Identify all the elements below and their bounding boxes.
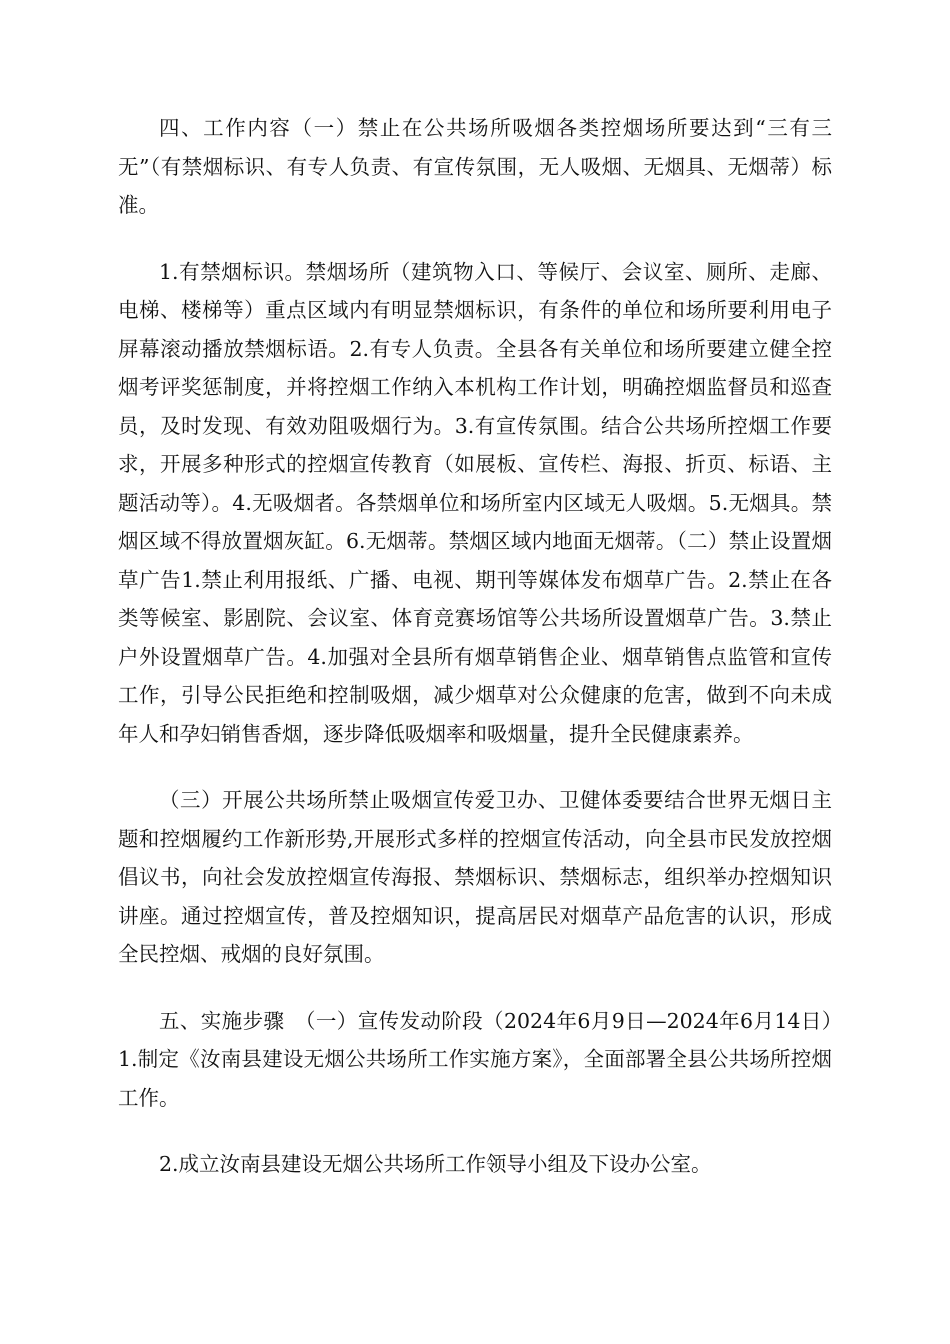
paragraph-implementation-steps: 五、实施步骤 （一）宣传发动阶段（2024年6月9日—2024年6月14日） 1.制定《汝南县建设无烟公共场所工作实施方案》，全面部署全县公共场所控烟工作。 (118, 1008, 873, 1110)
document-body (118, 109, 873, 1184)
paragraph-publicity-campaign: （三）开展公共场所禁止吸烟宣传爱卫办、卫健体委要结合世界无烟日主题和控烟履约工作新形势,开展形式多样的控烟宣传活动，向全县市民发放控烟倡议书，向社会发放控烟宣传海报、禁烟标识、禁烟标志，组织举办控烟知识讲座。通过控烟宣传，普及控烟知识，提高居民对烟草产品危害的认识，形成全民控烟、戒烟的良好氛围。 (118, 788, 832, 966)
paragraph-leading-group: 2.成立汝南县建设无烟公共场所工作领导小组及下设办公室。 (159, 1152, 712, 1176)
paragraph-no-smoking-requirements: 1.有禁烟标识。禁烟场所（建筑物入口、等候厅、会议室、厕所、走廊、电梯、楼梯等）重点区域内有明显禁烟标识，有条件的单位和场所要利用电子屏幕滚动播放禁烟标语。2.有专人负责。全县各有关单位和场所要建立健全控烟考评奖惩制度，并将控烟工作纳入本机构工作计划，明确控烟监督员和巡查员，及时发现、有效劝阻吸烟行为。3.有宣传氛围。结合公共场所控烟工作要求，开展多种形式的控烟宣传教育（如展板、宣传栏、海报、折页、标语、主题活动等）。4.无吸烟者。各禁烟单位和场所室内区域无人吸烟。5.无烟具。禁烟区域不得放置烟灰缸。6.无烟蒂。禁烟区域内地面无烟蒂。（二）禁止设置烟草广告1.禁止利用报纸、广播、电视、期刊等媒体发布烟草广告。2.禁止在各类等候室、影剧院、会议室、体育竞赛场馆等公共场所设置烟草广告。3.禁止户外设置烟草广告。4.加强对全县所有烟草销售企业、烟草销售点监管和宣传工作，引导公民拒绝和控制吸烟，减少烟草对公众健康的危害，做到不向未成年人和孕妇销售香烟，逐步降低吸烟率和吸烟量，提升全民健康素养。 (118, 259, 832, 746)
paragraph-work-content: 四、工作内容（一）禁止在公共场所吸烟各类控烟场所要达到“三有三无”（有禁烟标识、有专人负责、有宣传氛围，无人吸烟、无烟具、无烟蒂）标准。 (118, 116, 832, 217)
